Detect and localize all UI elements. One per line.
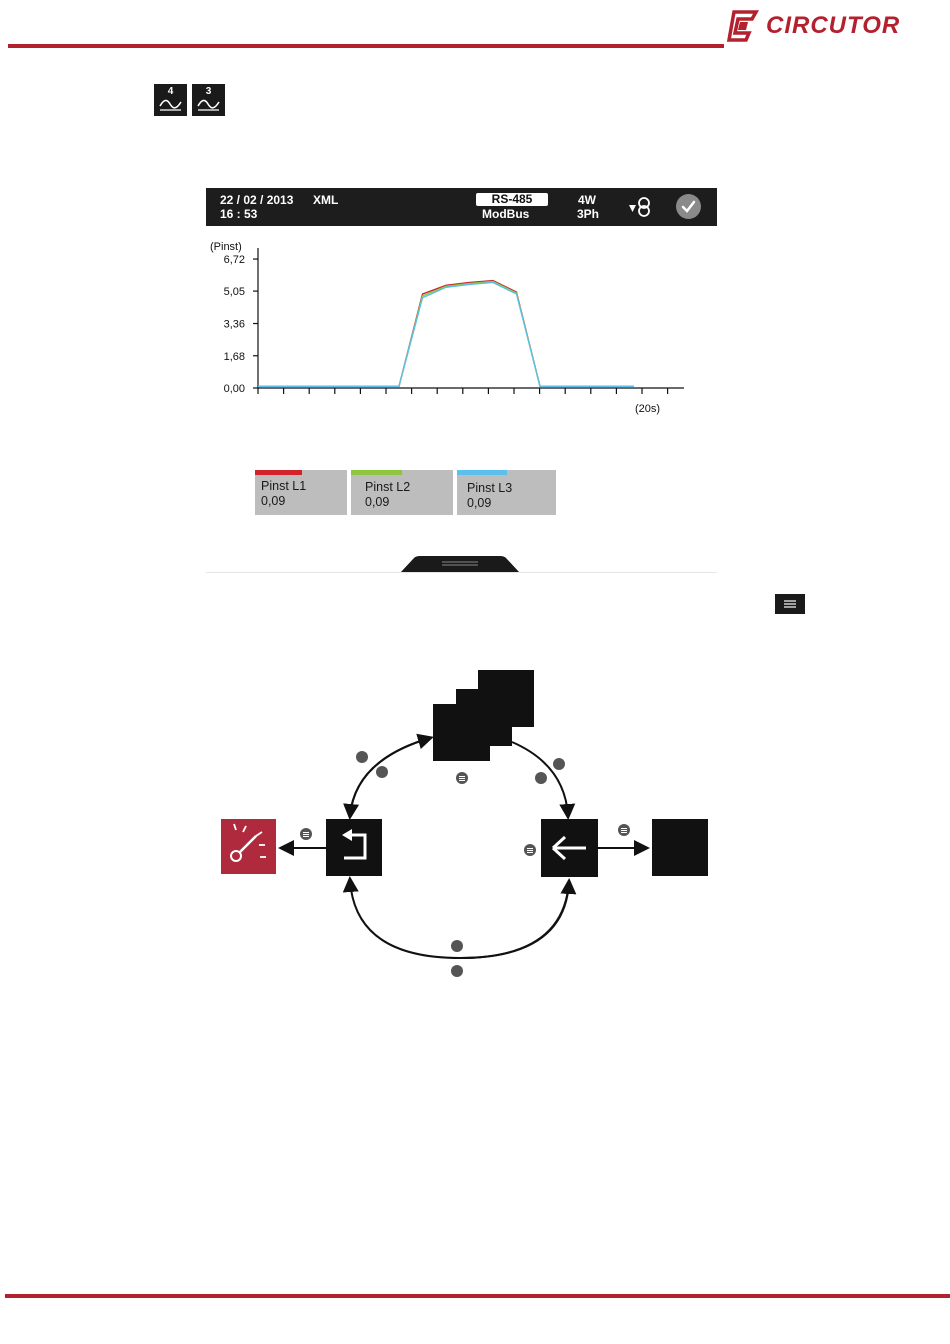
status-comm-port: RS-485	[476, 193, 548, 206]
phase-l1-label: Pinst L1	[261, 479, 307, 493]
y-tick-label: 6,72	[223, 254, 245, 267]
key-dot	[356, 751, 368, 763]
wave-icon	[159, 98, 182, 112]
screen-bottom-edge	[206, 572, 717, 573]
status-phases: 3Ph	[577, 207, 600, 221]
key-3-icon	[192, 84, 225, 116]
phase-l3-box[interactable]	[457, 470, 556, 515]
status-protocol: ModBus	[482, 207, 530, 221]
footer-rule	[5, 1294, 950, 1298]
menu-dot-icon	[456, 772, 468, 784]
y-tick-label: 1,68	[223, 350, 245, 363]
phase-l3-value: 0,09	[467, 496, 492, 510]
phase-l2-label: Pinst L2	[365, 480, 411, 494]
phase-l3-color-bar	[457, 470, 507, 475]
phase-l1-value: 0,09	[261, 494, 286, 508]
key-dot	[535, 772, 547, 784]
phase-l1-box[interactable]	[255, 470, 347, 515]
key-dot	[553, 758, 565, 770]
back-key-icon	[326, 819, 382, 876]
key-dot	[376, 766, 388, 778]
wave-icon	[197, 98, 220, 112]
navigation-diagram	[200, 660, 760, 990]
key-dot	[451, 940, 463, 952]
transformer-icon	[628, 194, 654, 220]
pinst-chart	[206, 232, 717, 422]
stacked-screens-icon	[433, 670, 534, 761]
status-date: 22 / 02 / 2013	[220, 193, 294, 207]
phase-l1-color-bar	[255, 470, 302, 475]
phase-l3-label: Pinst L3	[467, 481, 513, 495]
series-line-1	[258, 281, 634, 387]
series-line-2	[258, 282, 634, 387]
y-tick-label: 0,00	[223, 383, 245, 395]
y-tick-label: 3,36	[223, 318, 245, 331]
series-line-3	[258, 282, 634, 386]
pull-up-tab[interactable]	[400, 556, 520, 573]
header-rule	[8, 44, 724, 48]
circutor-logo-icon	[726, 9, 760, 43]
key-4-icon	[154, 84, 187, 116]
key-dot	[451, 965, 463, 977]
analyzer-icon	[221, 819, 276, 874]
menu-dot-icon	[524, 844, 536, 856]
menu-dot-icon	[618, 824, 630, 836]
phase-l2-value: 0,09	[365, 495, 390, 509]
status-wires: 4W	[578, 193, 596, 207]
y-axis-label: (Pinst)	[210, 241, 242, 253]
left-arrow-key-icon	[541, 819, 598, 877]
menu-dot-icon	[300, 828, 312, 840]
status-format: XML	[313, 193, 339, 207]
phase-l2-color-bar	[351, 470, 402, 475]
phase-l2-box[interactable]	[351, 470, 453, 515]
key-3-label: 3	[205, 86, 212, 97]
status-time: 16 : 53	[220, 207, 258, 221]
menu-key-icon	[775, 594, 805, 614]
arrow-to-screens	[350, 738, 430, 816]
arrow-bottom-loop-right	[460, 882, 569, 958]
blank-screen-icon	[652, 819, 708, 876]
check-icon	[676, 194, 701, 219]
arrow-to-back	[350, 738, 430, 816]
device-status-bar	[206, 188, 717, 226]
x-axis-label: (20s)	[635, 403, 661, 415]
brand-name: CIRCUTOR	[766, 12, 901, 39]
circutor-logo	[726, 8, 904, 44]
y-tick-label: 5,05	[223, 286, 245, 299]
key-4-label: 4	[167, 86, 174, 97]
